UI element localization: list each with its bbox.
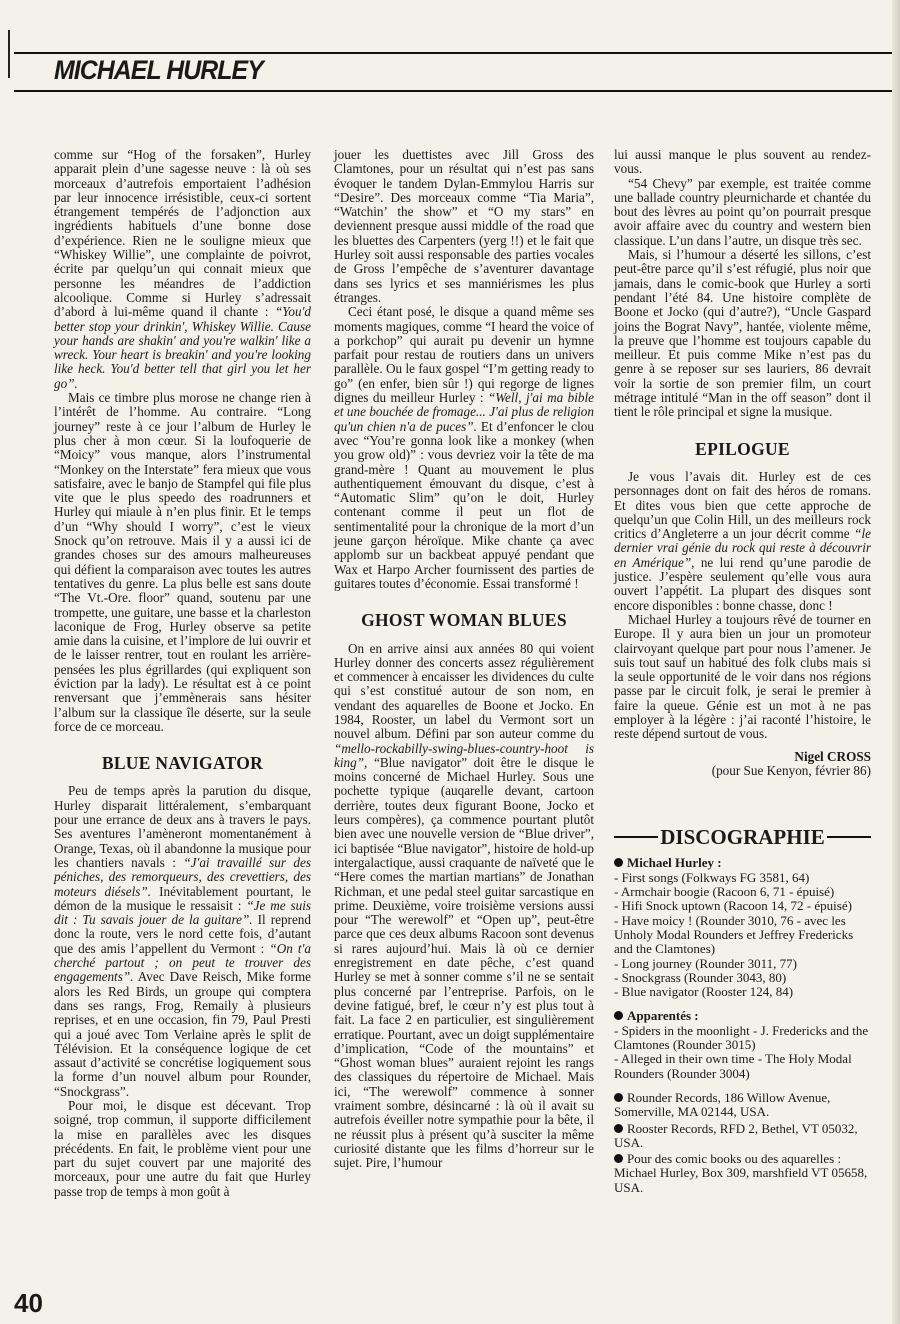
discography-related: Apparentés : - Spiders in the moonlight - J. Fredericks and the Clamtones (Rounder 3015) - Alleged in their own time - The Holy Modal Rounders (Rounder 3004) (614, 1009, 871, 1080)
paragraph: On en arrive ainsi aux années 80 qui voient Hurley donner des concerts assez régulièrement et commencer à encaisser les dividences du culte qui s’est constitué autour de son nom, en vendant des aquarelles de Boone et Jocko. En 1984, Rooster, un label du Vermont sort un nouvel album. Défini par son auteur comme du “mello-rockabilly-swing-blues-country-hoot is king”, “Blue navigator” doit être le disque le moins concerné de Michael Hurley. Sous une pochette typique (auqarelle devant, cartoon derrière, toutes deux figurant Boone, Jocko et leurs compères), ça commence pourtant plutôt bien avec une nouvelle version de “Blue driver”, ici baptisée “Blue navigator”, histoire de hold-up intergalactique, aussi craquante de naïveté que le “Here comes the martian martians” de Jonathan Richman, et une pedal steel guitar sarcastique en prime. Deuxième, voire troisième versions aussi pour “The werewolf” et “Open up”, peut-être parce que ces deux albums Racoon sont devenus si rares aujourd’hui. Mais là où ce dernier enregistrement en date pêche, c’est quand Hurley se met à sonner comme s’il ne se sentait plus concerné par l’entreprise. Parfois, on le devine fatigué, bref, le cœur n’y est plus tout à fait. La face 2 en particulier, est singulièrement erratique. Pourtant, avec un doigt supplémentaire d’implication, “Code of the mountains” et “Ghost woman blues” auraient rejoint les rangs des classiques du répertoire de Michael. Mais ici, “The werewolf” commence à sonner vraiment sombre, désincarné : là où il avait su autrefois éveiller notre sympathie pour la bête, il ne réussit plus à présent qu’à susciter la même curiosité distante que les films d’horreur sur le sujet. Pire, l’humour (334, 640, 594, 1171)
bullet-icon (614, 1011, 623, 1020)
section-heading-blue-navigator: BLUE NAVIGATOR (101, 753, 264, 774)
address-item: Rounder Records, 186 Willow Avenue, Somerville, MA 02144, USA. (614, 1089, 831, 1120)
heading-rule-left (614, 836, 658, 838)
column-1 (54, 148, 311, 1199)
bullet-icon (614, 1154, 623, 1163)
paragraph: Pour moi, le disque est décevant. Trop soigné, trop commun, il supporte difficilement la mise en parallèles avec les disques précédents. En fait, le problème vient pour une part du sujet couvert par une majorité des morceaux, pour une autre du fait que Hurley passe trop de temps à mon goût à (54, 1098, 311, 1199)
paragraph: Mais, si l’humour a déserté les sillons, c’est peut-être parce qu’il s’est réfugié, plus noir que jamais, dans le comic-book que Hurley a sorti pendant l’été 84. Une histoire complète de Boone et Jocko (qui d’autre?), “Uncle Gaspard joins the Bograt Navy”, hantée, violente même, la preuve que l’homme est toujours capable du meilleur. Et puis comme Mike n’est pas du genre à se reposer sur ses lauriers, 86 devrait voir la sortie de son premier film, un court métrage intitulé “Man in the off season” dont il tient le rôle principal et signe la musique. (614, 247, 871, 420)
paragraph: Peu de temps après la parution du disque, Hurley disparait littéralement, s’embarquant pour une errance de deux ans à travers le pays. Ses aventures l’amèneront momentanément à Orange, Texas, où il abandonne la musique pour les chantiers navals : “J'ai travaillé sur des péniches, des remorqueurs, des crevettiers, des moteurs diésels”. Inévitablement pourtant, le démon de la musique le ressaisit : “Je me suis dit : Tu savais jouer de la guitare”. Il reprend donc la route, vers le nord cette fois, d’autant que des amis l’appellent du Vermont : “On t'a cherché partout ; on peut te trouver des engagements”. Avec Dave Reisch, Mike forme alors les Red Birds, un groupe qui comptera dans ses rangs, Frog, Remaily à plusieurs reprises, et en une occasion, fin 79, Paul Presti qui a joué avec Tom Verlaine après le split de Télévision. Et la conséquence logique de cet assaut d’activité se concrétise logiquement sous la forme d’un nouvel album pour Rounder, “Snockgrass”. (54, 783, 312, 1099)
author-name: Nigel CROSS (794, 748, 871, 764)
header-rule-top (14, 52, 900, 54)
addresses (614, 1091, 871, 1195)
header-rule-bottom (14, 90, 900, 92)
paragraph: comme sur “Hog of the forsaken”, Hurley apparait plein d’une sagesse neuve : là où ses morceaux d’autrefois emportaient l’adhésion par leur innocence irrésistible, ceux-ci sortent étrangement tempérés de l’adjonction aux ingrédients habituels d’une bonne dose d’expérience. Rien ne le souligne mieux que “Whiskey Willie”, une complainte de poivrot, écrite par quelqu’un qui connait mieux que personne les méandres de l’addiction alcoolique. Comme si Hurley s’adressait d’abord à lui-même quand il chante : “You'd better stop your drinkin', Whiskey Willie. Cause your hands are shakin' and you're walkin' like a wreck. Your heart is breakin' and you're looking like heck. You'd better tell that girl you let her go”. (54, 147, 311, 391)
page-number: 40 (14, 1288, 43, 1318)
section-heading-ghost-woman-blues: GHOST WOMAN BLUES (361, 610, 567, 631)
heading-rule-right (827, 836, 871, 838)
section-heading-epilogue: EPILOGUE (695, 438, 790, 459)
discography-item: - Blue navigator (Rooster 124, 84) (614, 984, 794, 1000)
discography-item: - Have moicy ! (Rounder 3010, 76 - avec les Unholy Modal Rounders et Jeffrey Fredericks and the Clamtones) (614, 912, 854, 957)
paragraph: Je vous l’avais dit. Hurley est de ces personnages dont on fait des héros de romans. Et dites vous bien que cette approche de quelqu’un que Colin Hill, un des meilleurs rock critics d’Angleterre a un jour décrit comme “le dernier vrai génie du rock qui reste à découvrir en Amérique”, ne lui rend qu’une parodie de justice. J’espère seulement qu’elle vous aura ouvert l’appétit. La plupart des disques sont encore disponibles : bonne chasse, donc ! (614, 468, 871, 613)
paragraph: Michael Hurley a toujours rêvé de tourner en Europe. Il y aura bien un jour un promoteur clairvoyant quelque part pour nous l’amener. Je suis tout sauf un habitué des folk clubs mais si la seule opportunité de le voir dans nos régions passe par le circuit folk, je serai le premier à faire la queue. Génie est un mot à ne pas employer à la légère : j’ai raconté l’histoire, le reste dépend surtout de vous. (614, 611, 871, 742)
related-item: - Alleged in their own time - The Holy Modal Rounders (Rounder 3004) (614, 1051, 852, 1081)
discography-item: - Long journey (Rounder 3011, 77) (614, 955, 797, 971)
related-list (614, 1024, 871, 1081)
bullet-icon (614, 1093, 623, 1102)
column-2 (334, 148, 594, 1170)
column-3 (614, 148, 871, 1205)
discography-heading: DISCOGRAPHIE (614, 830, 871, 844)
discography-list (614, 871, 871, 1000)
discography-item: - First songs (Folkways FG 3581, 64) (614, 869, 810, 885)
paragraph: Mais ce timbre plus morose ne change rien à l’intérêt de l’homme. Au contraire. “Long journey” reste à ce jour l’album de Hurley le plus cher à mon cœur. Si la loufoquerie de “Moicy” vous manque, alors l’instrumental “Monkey on the Interstate” fera mieux que vous satisfaire, avec le banjo de Stampfel qui file plus vite que le plus speedo des roadrunners et Hurley qui miaule à n’en plus finir. Et le temps d’un “Why should I worry”, c’est le vieux Snock qu’on retrouve. Mais il y a aussi ici de grandes choses sur des amours malheureuses qui défient la comparaison avec toutes les autres tentatives du genre. La plus belle est sans doute “The Vt.-Ore. floor” quand, soutenu par une trompette, une guitare, une basse et la charleston laconique de Frog, Hurley observe sa petite amie dans la cuisine, et l’implore de lui ouvrir et de le laisser rentrer, tout en roulant les arrière-pensées les plus égrillardes (qui expliquent son éviction par la lady). Le résultat est à ce point renversant que j’emmènerais sans hésiter l’album sur la classique île déserte, sur la seule force de ce morceau. (54, 390, 311, 734)
author-signature (614, 750, 871, 779)
header-edge-mark (8, 30, 10, 78)
paragraph: lui aussi manque le plus souvent au rendez-vous. (614, 147, 871, 177)
address-item: Pour des comic books ou des aquarelles : Michael Hurley, Box 309, marshfield VT 05658, USA. (614, 1151, 868, 1195)
page-title: MICHAEL HURLEY (54, 55, 263, 85)
bullet-icon (614, 858, 623, 867)
address-item: Rooster Records, RFD 2, Bethel, VT 05032, USA. (614, 1120, 858, 1150)
paragraph: Ceci étant posé, le disque a quand même ses moments magiques, comme “I heard the voice of a porkchop” qui aurait pu devenir un hymne parfait pour restau de routiers dans un univers parallèle. Ou le faux gospel “I’m getting ready to go” (en enfer, bien sûr !) qui regorge de lignes dignes du meilleur Hurley : “Well, j'ai ma bible et une bouchée de fromage... J'ai plus de religion qu'un chien n'a de puces”. Et d’enfoncer le clou avec “You’re gonna look like a monkey (when you grow old)” : vous devriez voir la tête de ma grand-mère ! Quant au mouvement le plus authentiquement émouvant du disque, c’est à “Automatic Slim” qu’on le doit, Hurley contenant comme il peut un flot de sentimentalité pour la chronique de la mort d’un jeune garçon héroïque. Mike chante ça avec applomb sur un backbeat appuyé pendant que Wax et Harpo Archer fournissent des parties de guitares toutes d’économie. Essai transformé ! (334, 304, 594, 591)
related-item: - Spiders in the moonlight - J. Fredericks and the Clamtones (Rounder 3015) (614, 1022, 869, 1053)
paragraph: jouer les duettistes avec Jill Gross des Clamtones, pour un résultat qui n’est pas sans évoquer le tandem Dylan-Emmylou Harris sur “Desire”. Des morceaux comme “Tia Maria”, “Watchin’ the show” et “O my stars” en deviennent presque aussi middle of the road que les bluettes des Carpenters (yerg !!) et le fait que Hurley soit aussi responsable des parties vocales de Gross l’empêche de s’aventurer davantage dans ses lyrics et ses manniérismes les plus étranges. (334, 147, 594, 305)
discography-item: - Snockgrass (Rounder 3043, 80) (614, 969, 787, 985)
discography-main: Michael Hurley : - First songs (Folkways FG 3581, 64) - Armchair boogie (Racoon 6, 71 - épuisé) - Hifi Snock uptown (Racoon 14, 72 - épuisé) - Have moicy ! (Rounder 3010, 76 - avec les Unholy Modal Rounders et Jeffrey Fredericks and the Clamtones) - Long journey (Rounder 3011, 77) - Snockgrass (Rounder 3043, 80) - Blue navigator (Rooster 124, 84) (614, 856, 871, 999)
discography-item: - Armchair boogie (Racoon 6, 71 - épuisé) (614, 884, 835, 900)
paragraph: “54 Chevy” par exemple, est traitée comme une ballade country pleurnicharde et chantée du bout des lèvres au point qu’on pourrait presque avoir affaire avec du country and western bien classique. L’un dans l’autre, un disque très sec. (614, 175, 871, 248)
discography-item: - Hifi Snock uptown (Racoon 14, 72 - épuisé) (614, 898, 852, 914)
page-edge-shadow (892, 0, 900, 1324)
bullet-icon (614, 1124, 623, 1133)
author-note: (pour Sue Kenyon, février 86) (711, 762, 871, 778)
